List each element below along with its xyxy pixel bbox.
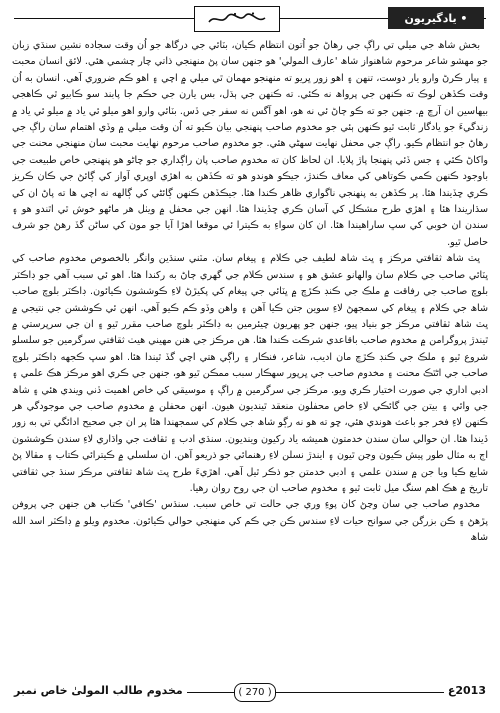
journal-title: مخدوم طالب المولىٰ خاص نمبر <box>14 684 187 697</box>
page-number: ( 270 ) <box>234 683 276 702</box>
paragraph-3: مخدوم صاحب جي سان وڃڻ کان پوءِ وري جي حالت تي خاص سبب. سنڌس 'ڪافي' ڪتاب هن جنهن جي پروفن پڙهڻ ۽ ڪن بزرگن جي سوانح حيات لاءِ سندس ڪن جي ڪم کي منهنجي حوالي ڪيائون. مخدوم ويلو ۾ ڊاڪٽر اسد الله شاھ <box>12 499 488 544</box>
calligraphy-logo <box>194 6 280 32</box>
paragraph-1: بخش شاھ جي ميلي تي راڳ جي رهاڻ جو اُتون انتظام ڪيان، بٽائي جي درگاھ جو اُن وقت سجاده نشين سنڌي زبان جو مهشو شاعر مرحوم شاهنواز شاھ 'عارف المولي' هو جنهن سان پڻ منهنجي ذاتي چار چشمي هئي. لائق انسان محبت ۽ پيار ڪرڻ وارو يار دوست، تنهن ۽ اهو زور ڀريو ته منهنجو مهمان ٿي ميلي ۾ اچي ۽ اهو ڪم ضروري آهي. انسان به اُن وقت ڪڏهن لوڪ ته ڪنهن جي پرواھ نه ڪئي. ته ڪنهن جي ٻڌل، بس يارن جي حڪم جا پابند سو ڪابيو ٿي ڪاهجي بيهاسين ان آرڇ ۾. جنهن جو ته ڪو ڄاڻ ئي نه هو، اهو آگس نه سفر جي ڏس. بٽائي وارو اهو ميلو ئي ياد ۾ ميلو ئي ياد ۾ زندگيءَ جو يادگار ثابت ٿيو ڪنهن ٻئي جو مخدوم صاحب پنهنجي بيان ڪيو ته اُن وقت ميلي ۾ وڏي اهتمام سان راڳ جي رهاڻ جو انتظام ڪيو. راڳ جي محفل نهايت سهڻي هئي. جو مخدوم صاحب مرحوم نهايت محبت سان منهنجي محنت جي واکاڻ ڪئي ۽ جس ڏئي پنهنجا پاڙ پلايا. ان لحاظ کان ته مخدوم صاحب پان راڳداري جو چاڻو هو پنهنجي خاص طبيعت جي باوجود ڪنهن ڪمي ڪوتاهي کي معاف ڪندڙ، جيڪو هوندو هو ته ڪڏهن به اهڙي اوپري آواز کي ڳائڻ جي ڪان ڪريز ڪري ڇڏيندا هئا. پر ڪڏهن به پنهنجي ناگواري ظاهر ڪندا هئا. جيڪڏهن ڪنهن ڳائڻي کي ڳالهه نه اچي ها ته پاڻ ان کي سڌاريندا هئا ۽ اهڙي طرح مشڪل کي آسان ڪري ڇڏيندا هئا. انهن جي محفل ۾ ويٺل هر ماڻهو خوش ٿي اٿندو هو ۽ سندن ان خوبي کي سڀ ساراهيندا هئا. ان کان سواءِ به ڪيترا ئي موقعا اهڙا آيا جو مون کي ساڻن گڏ رهڻ جو شرف حاصل ٿيو. <box>12 40 488 248</box>
section-title: • يادگيريون <box>388 7 484 29</box>
publication-year: 2013ع <box>444 684 486 697</box>
calligraphy-logo-icon <box>205 11 269 27</box>
paragraph-2: ڀٽ شاھ ثقافتي مرڪز ۽ ڀٽ شاھ لطيف جي ڪلام ۽ پيغام سان. مٽني سنڌين وانگر بالخصوص مخدوم صاحب کي ڀٽائي صاحب جي ڪلام سان والهانو عشق هو ۽ سندس ڪلام جي گهري ڄاڻ به رکندا هئا. اهو ئي سبب آهي جو ڊاڪٽر بلوچ صاحب جي رفاقت ۾ ملڪ جي ڪنڊ ڪڙڇ ۾ ڀٽائي جي پيغام کي پکيڙڻ لاءِ ڪوششون ڪيائون. ڊاڪٽر بلوچ صاحب شاھ جي ڪلام ۽ پيغام کي سمجهڻ لاءِ سوين جتن ڪيا آهن ۽ واهن وڏو ڪم ڪيو آهي. انهن ئي ڪوششن جي نتيجي ۾ ڀٽ شاھ ثقافتي مرڪز جو بنياد پيو، جنهن جو پهريون چيئرمين به ڊاڪٽر بلوچ صاحب مقرر ٿيو ۽ ان جي سرپرستي ۾ ٿيندڙ پروگرامن ۾ مخدوم صاحب باقاعدي شرڪت ڪندا هئا. هن مرڪز جي هنن مهيني هيٺ ثقافتي سرگرمين جو سلسلو شروع ٿيو ۽ ملڪ جي ڪنڊ ڪڙڇ مان اديب، شاعر، فنڪار ۽ راڳي هتي اچي گڏ ٿيندا هئا. اهو سڀ ڪجهه ڊاڪٽر بلوچ صاحب جي اڻٿڪ محنت ۽ مخدوم صاحب جي ڀرپور سهڪار سبب ممڪن ٿيو هو، جنهن جي ڪري اهو مرڪز هڪ علمي ۽ ادبي اداري جي صورت اختيار ڪري ويو. مرڪز جي سرگرمين ۾ راڳ ۽ موسيقي کي خاص اهميت ڏني ويندي هئي ۽ شاھ جي وائي ۽ بيتن جي گائڪي لاءِ خاص محفلون منعقد ٿينديون هيون. انهن محفلن ۾ مخدوم صاحب جي موجودگي هر ڪنهن لاءِ فخر جو باعث هوندي هئي، ڇو ته هو نه رڳو شاھ جي ڪلام کي سمجهندا هئا پر ان جي صحيح ادائگي تي به زور ڏيندا هئا. ان حوالي سان سندن خدمتون هميشه ياد رکيون وينديون. سنڌي ادب ۽ ثقافت جي واڌاري لاءِ سندن ڪوششون اڄ به مثال طور پيش ڪيون وڃن ٿيون ۽ ايندڙ نسلن لاءِ رهنمائي جو ذريعو آهن. ان سلسلي ۾ ڪيترائي ڪتاب ۽ مقالا پڻ شايع ڪيا ويا جن ۾ سندن علمي ۽ ادبي خدمتن جو ذڪر ٿيل آهي. اهڙيءَ طرح ڀٽ شاھ ثقافتي مرڪز سنڌ جي ثقافتي تاريخ ۾ هڪ اهم سنگ ميل ثابت ٿيو ۽ مخدوم صاحب ان جي روح روان رهيا. <box>12 253 488 494</box>
page-footer <box>14 683 486 703</box>
page-header <box>14 4 486 34</box>
article-body <box>12 38 488 678</box>
